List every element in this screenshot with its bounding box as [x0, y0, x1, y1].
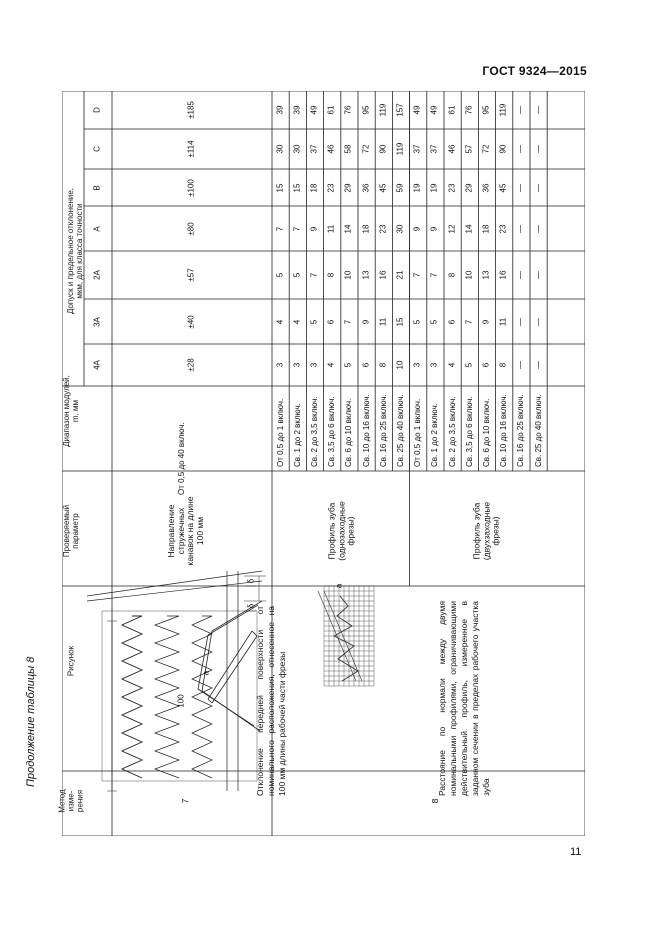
- value-cell: 9: [412, 226, 422, 231]
- value-cell: 19: [412, 183, 422, 192]
- header-tolerance: Допуск и предельное отклонение, мкм, для класса точности: [66, 187, 84, 315]
- class-header-2A: 2A: [92, 270, 102, 280]
- table-continuation-label: Продолжение таблицы 8: [25, 656, 37, 787]
- value-cell: 5: [429, 319, 439, 324]
- value-cell: 11: [378, 317, 388, 326]
- tooth-profile-drawing: [198, 601, 262, 731]
- value-cell: 119: [395, 142, 405, 156]
- value-cell: 7: [275, 226, 285, 231]
- value-cell: 4: [447, 362, 457, 368]
- value-cell: 11: [326, 224, 336, 233]
- row7-module-range: От 0,5 до 40 включ.: [177, 422, 186, 495]
- value-cell: 12: [447, 224, 457, 233]
- value-cell: —: [515, 145, 525, 153]
- range-cell: Св. 1 до 2 включ.: [430, 403, 440, 467]
- value-cell: —: [533, 106, 543, 114]
- value-cell: 9: [429, 226, 439, 231]
- value-cell: 95: [481, 105, 491, 115]
- value-cell: 119: [378, 103, 388, 117]
- value-cell: 10: [464, 270, 474, 280]
- value-cell: 45: [378, 183, 388, 192]
- value-cell: —: [533, 224, 543, 233]
- value-cell: —: [533, 271, 543, 279]
- class-header-C: C: [92, 146, 102, 152]
- value-cell: 5: [275, 272, 285, 278]
- row7-parameter: Направление стружечных канавок на длине 100 мм: [165, 496, 205, 566]
- value-cell: 3: [292, 362, 302, 368]
- value-cell: 13: [481, 270, 491, 280]
- value-cell: 90: [378, 144, 388, 154]
- value-cell: 9: [361, 319, 371, 324]
- range-cell: Св. 25 до 40 включ.: [396, 394, 405, 467]
- value-cell: 37: [412, 144, 422, 154]
- range-cell: От 0,5 до 1 включ.: [275, 398, 285, 467]
- value-cell: 8: [326, 272, 336, 278]
- value-cell: 4: [275, 319, 285, 324]
- value-cell: —: [533, 145, 543, 153]
- value-cell: 9: [481, 319, 491, 324]
- class-header-A: A: [92, 225, 102, 232]
- value-cell: —: [515, 317, 525, 326]
- value-cell: 23: [447, 183, 457, 192]
- row7-value-2A: ±57: [186, 268, 196, 282]
- value-cell: —: [515, 183, 525, 192]
- row7-value-C: ±114: [186, 140, 196, 158]
- value-cell: 119: [498, 103, 508, 117]
- value-cell: 36: [481, 183, 491, 192]
- value-cell: 29: [343, 183, 353, 192]
- value-cell: 3: [309, 362, 319, 368]
- class-header-D: D: [92, 107, 102, 113]
- value-cell: 6: [481, 362, 491, 368]
- range-cell: Св. 1 до 2 включ.: [292, 403, 302, 467]
- value-cell: —: [533, 183, 543, 192]
- value-cell: 9: [309, 226, 319, 231]
- header-figure: Рисунок: [66, 645, 76, 677]
- value-cell: 15: [275, 183, 285, 192]
- value-cell: 57: [464, 144, 474, 154]
- value-cell: 18: [309, 183, 319, 192]
- range-cell: Св. 2 до 3,5 включ.: [310, 396, 319, 467]
- value-cell: 72: [361, 144, 371, 154]
- value-cell: 7: [292, 226, 302, 231]
- value-cell: 39: [292, 105, 302, 115]
- value-cell: 14: [343, 224, 353, 233]
- value-cell: 19: [429, 183, 439, 192]
- range-cell: Св. 3,5 до 6 включ.: [327, 396, 337, 467]
- row7-delta-1: δ: [246, 603, 256, 609]
- value-cell: —: [533, 361, 543, 369]
- row7-delta-2: δ: [246, 578, 256, 584]
- row7-value-D: ±185: [186, 101, 196, 119]
- value-cell: —: [533, 317, 543, 326]
- value-cell: 5: [464, 362, 474, 368]
- value-cell: 59: [395, 183, 405, 192]
- row8-param-single: Профиль зуба (однозаходные фрезы): [326, 501, 356, 561]
- hob-drawing: [87, 571, 266, 791]
- value-cell: 14: [464, 224, 474, 233]
- value-cell: 29: [464, 183, 474, 192]
- value-cell: 37: [429, 144, 439, 154]
- value-cell: 4: [326, 362, 336, 368]
- value-cell: 157: [395, 103, 405, 117]
- value-cell: 5: [343, 362, 353, 368]
- range-cell: Св. 16 до 25 включ.: [378, 394, 388, 467]
- value-cell: 7: [464, 319, 474, 324]
- value-cell: 61: [447, 105, 457, 115]
- value-cell: 3: [429, 362, 439, 368]
- range-cell: Св. 2 до 3,5 включ.: [447, 396, 457, 467]
- value-cell: 72: [481, 144, 491, 154]
- value-cell: 5: [412, 319, 422, 324]
- value-cell: 15: [395, 317, 405, 326]
- row7-figure-caption: Отклонение передней поверхности от номинального расположения, отнесенное на 100 мм длины рабочей части фрезы: [255, 606, 287, 796]
- value-cell: 30: [395, 224, 405, 233]
- method-8: 8: [430, 798, 441, 804]
- value-cell: 5: [292, 272, 302, 278]
- value-cell: —: [515, 361, 525, 369]
- row7-value-B: ±100: [186, 178, 196, 197]
- value-cell: 8: [378, 362, 388, 368]
- class-header-B: B: [92, 184, 102, 191]
- value-cell: 11: [498, 317, 508, 326]
- value-cell: 16: [378, 270, 388, 280]
- value-cell: 7: [412, 272, 422, 278]
- row8-fig-label-2: а: [334, 583, 344, 589]
- standard-number: ГОСТ 9324—2015: [482, 64, 587, 78]
- value-cell: 8: [447, 272, 457, 278]
- range-cell: Св. 3,5 до 6 включ.: [464, 396, 474, 467]
- tolerance-table: [57, 91, 585, 836]
- row7-value-A: ±80: [186, 221, 196, 236]
- header-module-range: Диапазон модулей, m, мм: [62, 375, 80, 447]
- method-7: 7: [180, 798, 191, 804]
- value-cell: 39: [275, 105, 285, 115]
- value-cell: 3: [412, 362, 422, 368]
- value-cell: 46: [447, 144, 457, 154]
- class-header-4A: 4A: [92, 360, 102, 370]
- range-cell: Св. 6 до 10 включ.: [344, 398, 354, 467]
- value-cell: 15: [292, 183, 302, 192]
- value-cell: —: [515, 271, 525, 279]
- value-cell: 16: [498, 270, 508, 280]
- value-cell: 6: [361, 362, 371, 368]
- value-cell: 10: [395, 360, 405, 370]
- value-cell: 49: [412, 105, 422, 115]
- value-cell: 30: [275, 144, 285, 154]
- range-cell: Св. 25 до 40 включ.: [533, 394, 543, 467]
- value-cell: 3: [275, 362, 285, 368]
- value-cell: 49: [429, 105, 439, 115]
- value-cell: 90: [498, 144, 508, 154]
- row7-value-3A: ±40: [186, 314, 196, 329]
- header-method: Метод изме- рения: [57, 789, 85, 813]
- row8-figure-caption: Расстояние по нормали между двумя номинальными профилями, ограничивающими действительный профиль, измеренное в заданном сечении в пределах рабочего участка зуба: [437, 601, 491, 796]
- value-cell: 36: [361, 183, 371, 192]
- value-cell: 18: [481, 224, 491, 233]
- value-cell: 76: [464, 105, 474, 115]
- page-number: 11: [570, 846, 582, 858]
- value-cell: 23: [498, 224, 508, 233]
- value-cell: —: [515, 106, 525, 114]
- profile-grid-drawing: [318, 583, 374, 686]
- value-cell: 58: [343, 144, 353, 154]
- value-cell: 8: [498, 362, 508, 368]
- value-cell: 23: [326, 183, 336, 192]
- value-cell: 7: [343, 319, 353, 324]
- row7-value-4A: ±28: [186, 358, 196, 372]
- value-cell: 37: [309, 144, 319, 154]
- value-cell: 46: [326, 144, 336, 154]
- value-cell: 10: [343, 270, 353, 280]
- value-cell: 7: [309, 272, 319, 278]
- header-parameter: Проверяемый параметр: [62, 504, 80, 558]
- row8-param-double: Профиль зуба (двухзаходные фрезы): [471, 501, 501, 561]
- range-cell: Св. 6 до 10 включ.: [482, 398, 491, 467]
- value-cell: 18: [361, 224, 371, 233]
- value-cell: 61: [326, 105, 336, 115]
- value-cell: 6: [447, 319, 457, 324]
- value-cell: —: [515, 224, 525, 233]
- range-cell: Св. 10 до 16 включ.: [499, 394, 509, 467]
- row7-dim-100: 100: [176, 694, 186, 708]
- value-cell: 13: [361, 270, 371, 280]
- value-cell: 45: [498, 183, 508, 192]
- value-cell: 95: [361, 105, 371, 115]
- value-cell: 30: [292, 144, 302, 154]
- range-cell: Св. 16 до 25 включ.: [516, 394, 526, 467]
- value-cell: 6: [326, 319, 336, 324]
- range-cell: От 0,5 до 1 включ.: [413, 398, 423, 467]
- value-cell: 49: [309, 105, 319, 115]
- range-cell: Св. 10 до 16 включ.: [361, 394, 371, 467]
- value-cell: 7: [429, 272, 439, 278]
- value-cell: 23: [378, 224, 388, 233]
- class-header-3A: 3A: [92, 316, 102, 327]
- value-cell: 5: [309, 319, 319, 324]
- value-cell: 21: [395, 270, 405, 280]
- row8-fig-label-1: а: [201, 670, 211, 676]
- value-cell: 4: [292, 319, 302, 324]
- value-cell: 76: [343, 105, 353, 115]
